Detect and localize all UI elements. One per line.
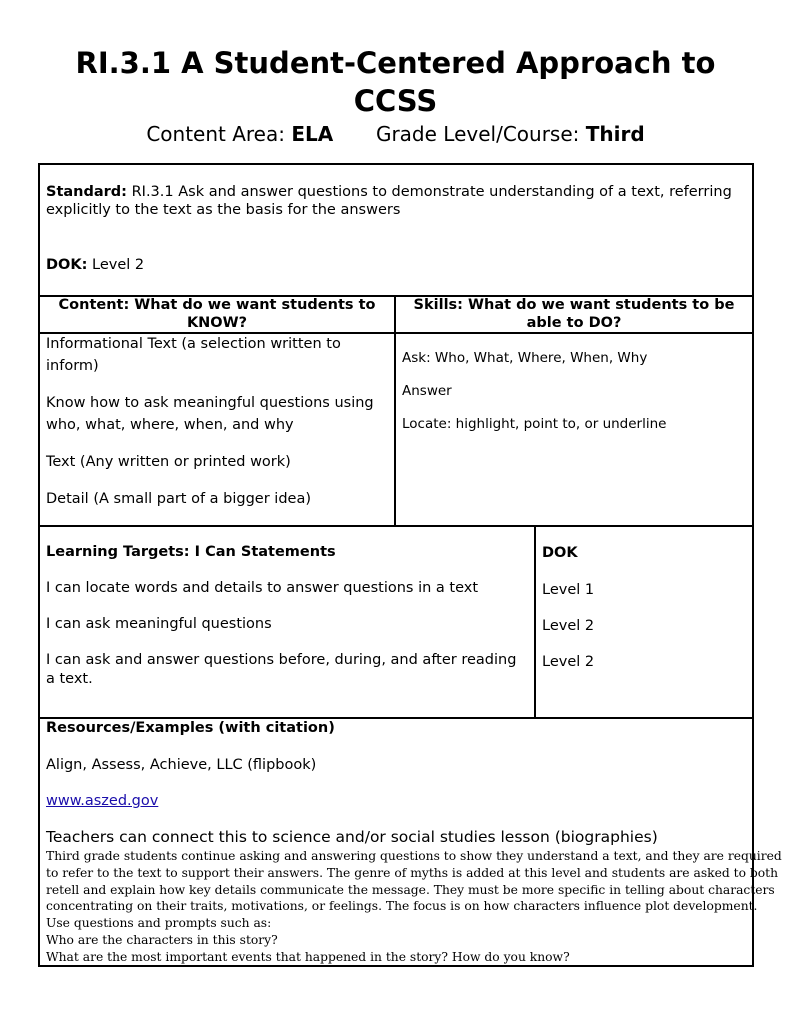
- learning-target-item: I can ask and answer questions before, during, and after reading a text.: [46, 652, 517, 687]
- content-item: Detail (A small part of a bigger idea): [46, 491, 311, 507]
- dok-cell: [536, 527, 752, 719]
- dok-level: Level 1: [542, 582, 595, 598]
- dok-header: DOK: [542, 545, 578, 561]
- learning-targets-header: Learning Targets: I Can Statements: [46, 544, 336, 560]
- dok-label: DOK:: [46, 257, 88, 273]
- content-item: Informational Text (a selection written to inform): [46, 336, 341, 374]
- standard-text: RI.3.1 Ask and answer questions to demonstrate understanding of a text, referring explicitly to the text as the basis for the answers: [46, 184, 732, 218]
- dok-level: Level 2: [542, 654, 595, 670]
- resources-header: Resources/Examples (with citation): [46, 720, 335, 736]
- page-subtitle: [40, 121, 751, 147]
- grade-level-value: Third: [585, 122, 645, 146]
- skills-item: Answer: [402, 383, 452, 399]
- skills-item: Ask: Who, What, Where, When, Why: [402, 350, 648, 366]
- content-area-value: ELA: [291, 122, 334, 146]
- dok-level: Level 2: [542, 618, 595, 634]
- learning-target-item: I can ask meaningful questions: [46, 616, 272, 632]
- standard-label: Standard:: [46, 184, 127, 200]
- lesson-table: [38, 163, 782, 967]
- learning-target-item: I can locate words and details to answer questions in a text: [46, 580, 479, 596]
- resource-flipbook: Align, Assess, Achieve, LLC (flipbook): [46, 757, 317, 773]
- resource-connection: Teachers can connect this to science and/or social studies lesson (biographies): [46, 828, 658, 846]
- resource-paragraph: Third grade students continue asking and answering questions to show they understand a text, and they are required to refer to the text to support their answers. The genre of myths is added at this level and students are asked to both retell and explain how key details communicate the message. They must be more specific in telling about characters concentrating on their traits, motivations, or feelings. The focus is on how characters influence plot development. Use questions and prompts such as: Who are the characters in this story? What are the most important events that happened in the story? How do you know?: [46, 849, 782, 964]
- content-header: Content: What do we want students to KNOW?: [40, 295, 396, 334]
- resource-link[interactable]: www.aszed.gov: [46, 793, 159, 809]
- grade-level-label: Grade Level/Course:: [375, 122, 580, 146]
- content-area-label: Content Area:: [146, 122, 285, 146]
- page-title: RI.3.1 A Student-Centered Approach to CCSS: [75, 46, 716, 118]
- dok-value: Level 2: [92, 257, 145, 273]
- content-item: Text (Any written or printed work): [46, 454, 291, 470]
- content-item: Know how to ask meaningful questions using who, what, where, when, and why: [46, 395, 374, 433]
- content-cell: [40, 333, 396, 527]
- learning-targets-cell: [40, 527, 536, 719]
- skills-item: Locate: highlight, point to, or underline: [402, 416, 667, 432]
- skills-cell: [396, 333, 752, 527]
- skills-header: Skills: What do we want students to be able to DO?: [396, 295, 752, 334]
- resources-section: [40, 719, 782, 965]
- standard-section: [40, 165, 752, 297]
